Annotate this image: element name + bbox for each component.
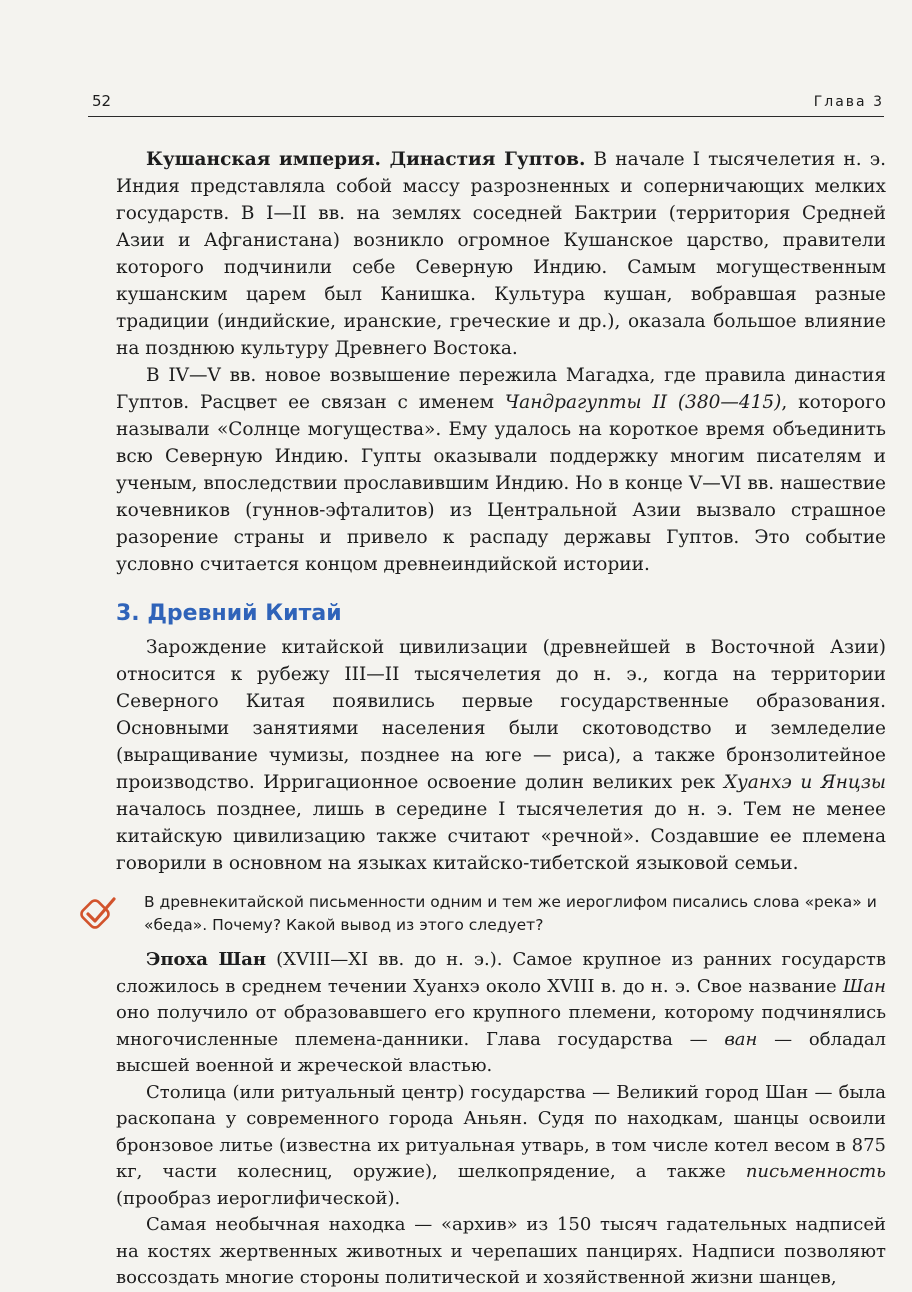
question-text: В древнекитайской письменности одним и тем же иероглифом писались слова «река» и «беда». Почему? Какой вывод из этого следует? — [144, 893, 877, 934]
archive-text: Самая необычная находка — «архив» из 150 тысяч гадательных надписей на костях жертвенных животных и черепаших панцирях. Надписи позволяют воссоздать многие стороны политической и хозяйственной жизни шанцев, — [116, 1214, 886, 1288]
shang-text-c: — обладал высшей военной и жреческой властью. — [116, 1028, 886, 1076]
china-text-a: Зарождение китайской цивилизации (древнейшей в Восточной Азии) относится к рубежу III—II тысячелетия до н. э., когда на территории Северного Китая появились первые государственные образования. Основными занятиями населения были скотоводство и земледелие (выращивание чумизы, позднее на юге — риса), а также бронзолитейное производство. Ирригационное освоение долин великих рек — [116, 637, 886, 793]
kushan-heading: Кушанская империя. Династия Гуптов. — [146, 149, 586, 170]
van-term: ван — [724, 1028, 758, 1050]
shang-text-a: (XVIII—XI вв. до н. э.). Самое крупное из ранних государств сложилось в среднем течении Хуанхэ около XVIII в. до н. э. Свое название — [116, 949, 887, 997]
question-box — [78, 891, 886, 937]
shang-heading: Эпоха Шан — [146, 949, 267, 970]
capital-text-a: Столица (или ритуальный центр) государства — Великий город Шан — была раскопана у современного города Аньян. Судя по находкам, шанцы освоили бронзовое литье (известна их ритуальная утварь, в том числе котел весом в 875 кг, части колесниц, оружие), шелкопрядение, а также — [116, 1081, 886, 1182]
rivers-name: Хуанхэ и Янцзы — [723, 772, 886, 793]
shang-text-b: оно получило от образовавшего его крупного племени, которому подчинялись многочисленные племена-данники. Глава государства — — [116, 1002, 886, 1050]
china-paragraph — [116, 634, 886, 877]
section-title: 3. Древний Китай — [116, 601, 342, 626]
chandragupta-name: Чандрагупты II (380—415) — [504, 392, 782, 413]
kushan-paragraph — [116, 146, 886, 362]
page-body — [116, 146, 886, 1292]
page-number: 52 — [92, 92, 112, 110]
kushan-text: В начале I тысячелетия н. э. Индия представляла собой массу разрозненных и соперничающих мелких государств. В I—II вв. на землях соседней Бактрии (территория Средней Азии и Афганистана) возникло огромное Кушанское царство, правители которого подчинили себе Северную Индию. Самым могущественным кушанским царем был Канишка. Культура кушан, вобравшая разные традиции (индийские, иранские, греческие и др.), оказала большое влияние на позднюю культуру Древнего Востока. — [116, 149, 886, 359]
page-header — [88, 92, 884, 117]
shang-name: Шан — [842, 975, 886, 997]
gupta-text-b: , которого называли «Солнце могущества». Ему удалось на короткое время объединить всю Северную Индию. Гупты оказывали поддержку многим писателям и ученым, впоследствии прославившим Индию. Но в конце V—VI вв. нашествие кочевников (гуннов-эфталитов) из Центральной Азии вызвало страшное разорение страны и привело к распаду державы Гуптов. Это событие условно считается концом древнеиндийской истории. — [116, 392, 886, 575]
checkmark-question-icon — [78, 893, 120, 933]
capital-paragraph — [116, 1080, 886, 1213]
china-text-b: началось позднее, лишь в середине I тысячелетия до н. э. Тем не менее китайскую цивилизацию также считают «речной». Создавшие ее племена говорили в основном на языках китайско-тибетской языковой семьи. — [116, 799, 886, 874]
gupta-text-a: В IV—V вв. новое возвышение пережила Магадха, где правила династия Гуптов. Расцвет ее связан с именем — [116, 365, 886, 413]
shang-paragraph — [116, 947, 886, 1080]
gupta-paragraph — [116, 362, 886, 578]
writing-term: письменность — [745, 1161, 886, 1182]
chapter-label: Глава 3 — [813, 94, 884, 110]
capital-text-b: (прообраз иероглифической). — [116, 1187, 401, 1209]
